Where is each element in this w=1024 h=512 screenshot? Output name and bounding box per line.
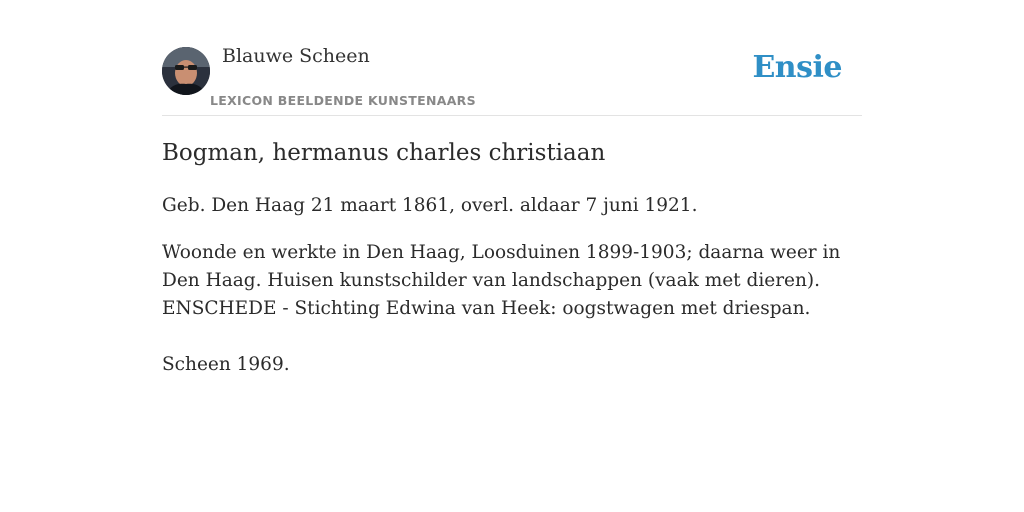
page-title: Bogman, hermanus charles christiaan (162, 140, 606, 166)
avatar[interactable] (162, 47, 210, 95)
article-paragraph: Geb. Den Haag 21 maart 1861, overl. aldaar 7 juni 1921. (162, 195, 698, 216)
ensie-logo[interactable]: Ensie (752, 50, 842, 85)
avatar-image (162, 47, 210, 95)
page-container (162, 0, 862, 375)
header (162, 0, 862, 116)
section-label[interactable]: LEXICON BEELDENDE KUNSTENAARS (210, 93, 476, 108)
article-paragraph: Scheen 1969. (162, 354, 290, 375)
author-name[interactable]: Blauwe Scheen (222, 45, 370, 67)
article-paragraph: Woonde en werkte in Den Haag, Loosduinen 1899-1903; daarna weer in Den Haag. Huisen kunstschilder van landschappen (vaak met dieren). ENSCHEDE - Stichting Edwina van Heek: oogstwagen met driespan. (162, 242, 841, 319)
